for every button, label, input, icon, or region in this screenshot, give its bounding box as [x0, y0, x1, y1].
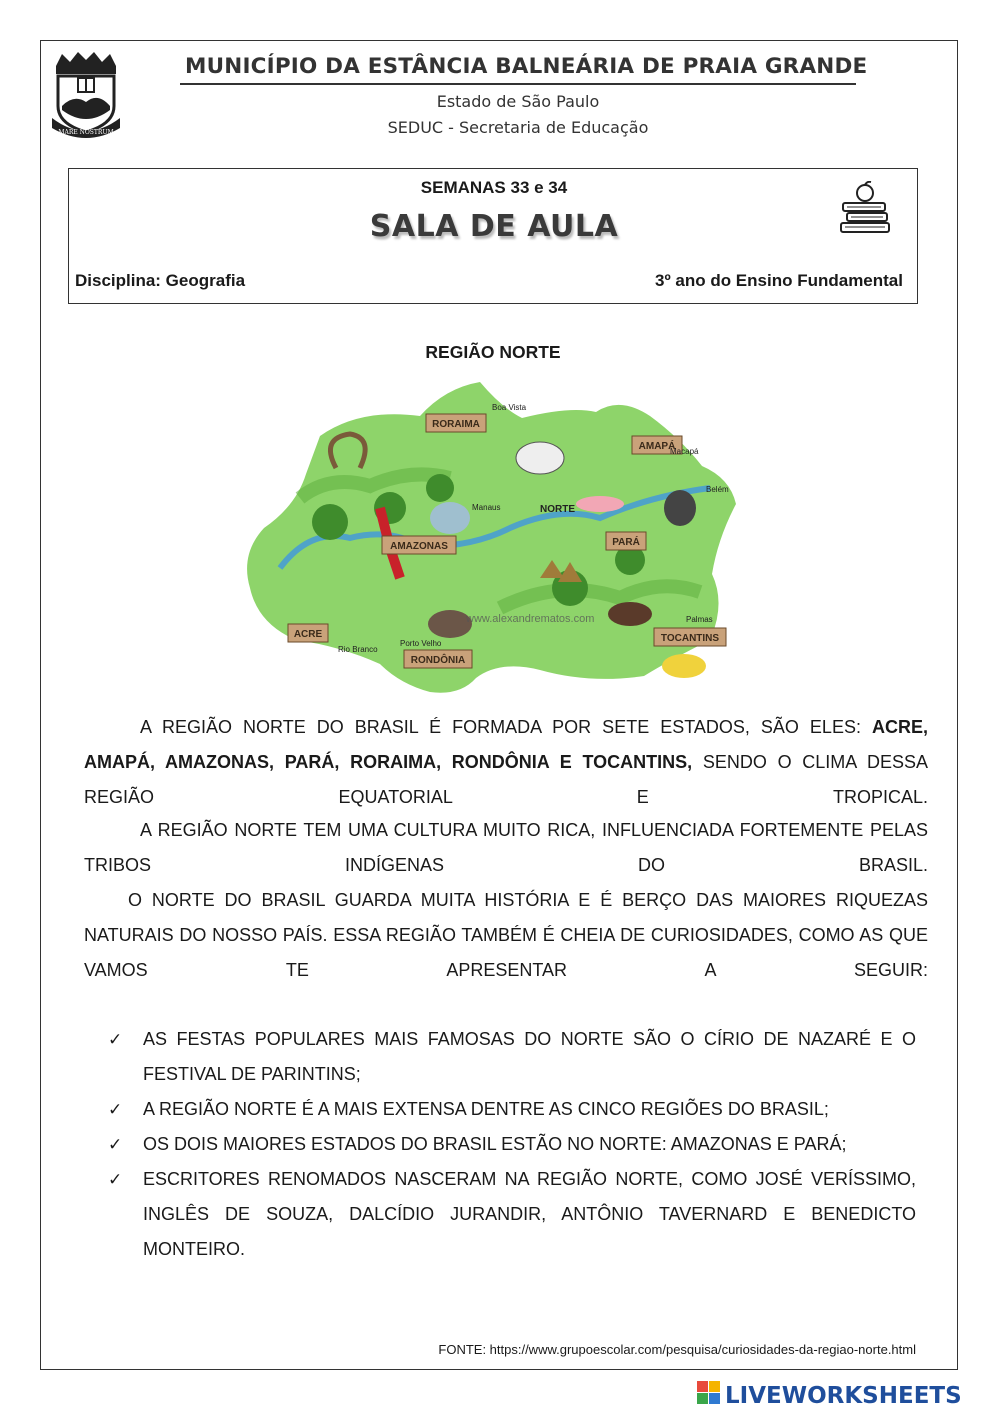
state-sign-rondonia: [404, 650, 472, 668]
checkmark-icon: ✓: [108, 1135, 123, 1154]
curiosities-list: [108, 1022, 916, 1267]
state-sign-amazonas: [382, 536, 456, 554]
fruit-icon: [662, 654, 706, 678]
department-name: SEDUC - Secretaria de Educação: [387, 118, 649, 137]
paragraph-states-climate: SENDO O CLIMA DESSA REGIÃO EQUATORIAL E TROPICAL.: [84, 752, 929, 807]
svg-text:RORAIMA: RORAIMA: [432, 419, 480, 430]
city-boa-vista: Boa Vista: [492, 403, 527, 412]
list-item: [108, 1092, 916, 1127]
svg-text:ACRE: ACRE: [293, 629, 323, 640]
brazil-nut-icon: [608, 602, 652, 626]
subject-label: Disciplina: Geografia: [75, 271, 246, 290]
list-item: [108, 1162, 916, 1267]
paragraph-culture: A REGIÃO NORTE TEM UMA CULTURA MUITO RICA, INFLUENCIADA FORTEMENTE PELAS TRIBOS INDÍGENAS DO BRASIL.: [84, 820, 928, 875]
list-item-text: AS FESTAS POPULARES MAIS FAMOSAS DO NORTE SÃO O CÍRIO DE NAZARÉ E O FESTIVAL DE PARINTINS;: [143, 1029, 916, 1084]
city-belem: Belém: [706, 485, 729, 494]
weeks-label: SEMANAS 33 e 34: [420, 178, 568, 197]
city-manaus: Manaus: [472, 503, 501, 512]
source-citation: FONTE: https://www.grupoescolar.com/pesquisa/curiosidades-da-regiao-norte.html: [438, 1342, 916, 1357]
books-apple-icon: [837, 181, 893, 237]
list-item-text: A REGIÃO NORTE É A MAIS EXTENSA DENTRE AS CINCO REGIÕES DO BRASIL;: [143, 1099, 829, 1119]
grade-label: 3º ano do Ensino Fundamental: [654, 271, 903, 290]
section-title: REGIÃO NORTE: [425, 342, 561, 362]
city-palmas: Palmas: [686, 615, 713, 624]
checkmark-icon: ✓: [108, 1170, 123, 1189]
manatee-icon: [430, 502, 470, 534]
title-divider: [180, 83, 856, 85]
svg-text:TOCANTINS: TOCANTINS: [660, 633, 720, 644]
svg-text:AMAPÁ: AMAPÁ: [638, 441, 676, 452]
paragraph-history: O NORTE DO BRASIL GUARDA MUITA HISTÓRIA E É BERÇO DAS MAIORES RIQUEZAS NATURAIS DO NOSSO PAÍS. ESSA REGIÃO TAMBÉM É CHEIA DE CURIOSIDADES, COMO AS QUE VAMOS TE APRESENTAR A SEGUIR:: [84, 890, 928, 980]
svg-text:RONDÔNIA: RONDÔNIA: [410, 655, 466, 666]
city-rio-branco: Rio Branco: [338, 645, 378, 654]
municipal-crest-logo: [48, 48, 124, 140]
city-porto-velho: Porto Velho: [400, 639, 442, 648]
map-credit: www.alexandrematos.com: [466, 613, 595, 625]
crest-motto: MARE NOSTRUM: [58, 129, 114, 136]
liveworksheets-logo[interactable]: [695, 1378, 991, 1408]
state-sign-para: [606, 532, 646, 550]
state-sign-roraima: [426, 414, 486, 432]
list-item-text: ESCRITORES RENOMADOS NASCERAM NA REGIÃO NORTE, COMO JOSÉ VERÍSSIMO, INGLÊS DE SOUZA, DALCÍDIO JURANDIR, ANTÔNIO TAVERNARD E BENEDICTO MONTEIRO.: [143, 1169, 916, 1259]
north-region-map: [240, 378, 740, 700]
checkmark-icon: ✓: [108, 1030, 123, 1049]
state-sign-acre: [288, 624, 328, 642]
state-name: Estado de São Paulo: [436, 92, 600, 111]
municipality-title: MUNICÍPIO DA ESTÂNCIA BALNEÁRIA DE PRAIA GRANDE: [185, 54, 868, 79]
list-item: [108, 1022, 916, 1092]
ox-icon: [664, 490, 696, 526]
svg-text:AMAZONAS: AMAZONAS: [390, 541, 448, 552]
tree-icon: [312, 504, 348, 540]
paragraph-states-list: ACRE, AMAPÁ, AMAZONAS, PARÁ, RORAIMA, RONDÔNIA E TOCANTINS,: [84, 717, 928, 772]
lesson-header-box: [68, 168, 918, 304]
pink-dolphin-icon: [576, 496, 624, 512]
lesson-title: SALA DE AULA: [369, 209, 619, 244]
checkmark-icon: ✓: [108, 1100, 123, 1119]
paragraph-states-intro: A REGIÃO NORTE DO BRASIL É FORMADA POR SETE ESTADOS, SÃO ELES:: [140, 717, 872, 737]
city-macapa: Macapá: [670, 447, 699, 456]
list-item-text: OS DOIS MAIORES ESTADOS DO BRASIL ESTÃO NO NORTE: AMAZONAS E PARÁ;: [143, 1134, 847, 1154]
tree-icon: [426, 474, 454, 502]
svg-text:PARÁ: PARÁ: [612, 537, 640, 548]
state-sign-tocantins: [654, 628, 726, 646]
list-item: [108, 1127, 916, 1162]
paragraph-states: [84, 710, 928, 815]
buffalo-icon: [516, 442, 564, 474]
liveworksheets-wordmark: LIVEWORKSHEETS: [725, 1383, 962, 1408]
map-center-label: NORTE: [540, 504, 575, 515]
